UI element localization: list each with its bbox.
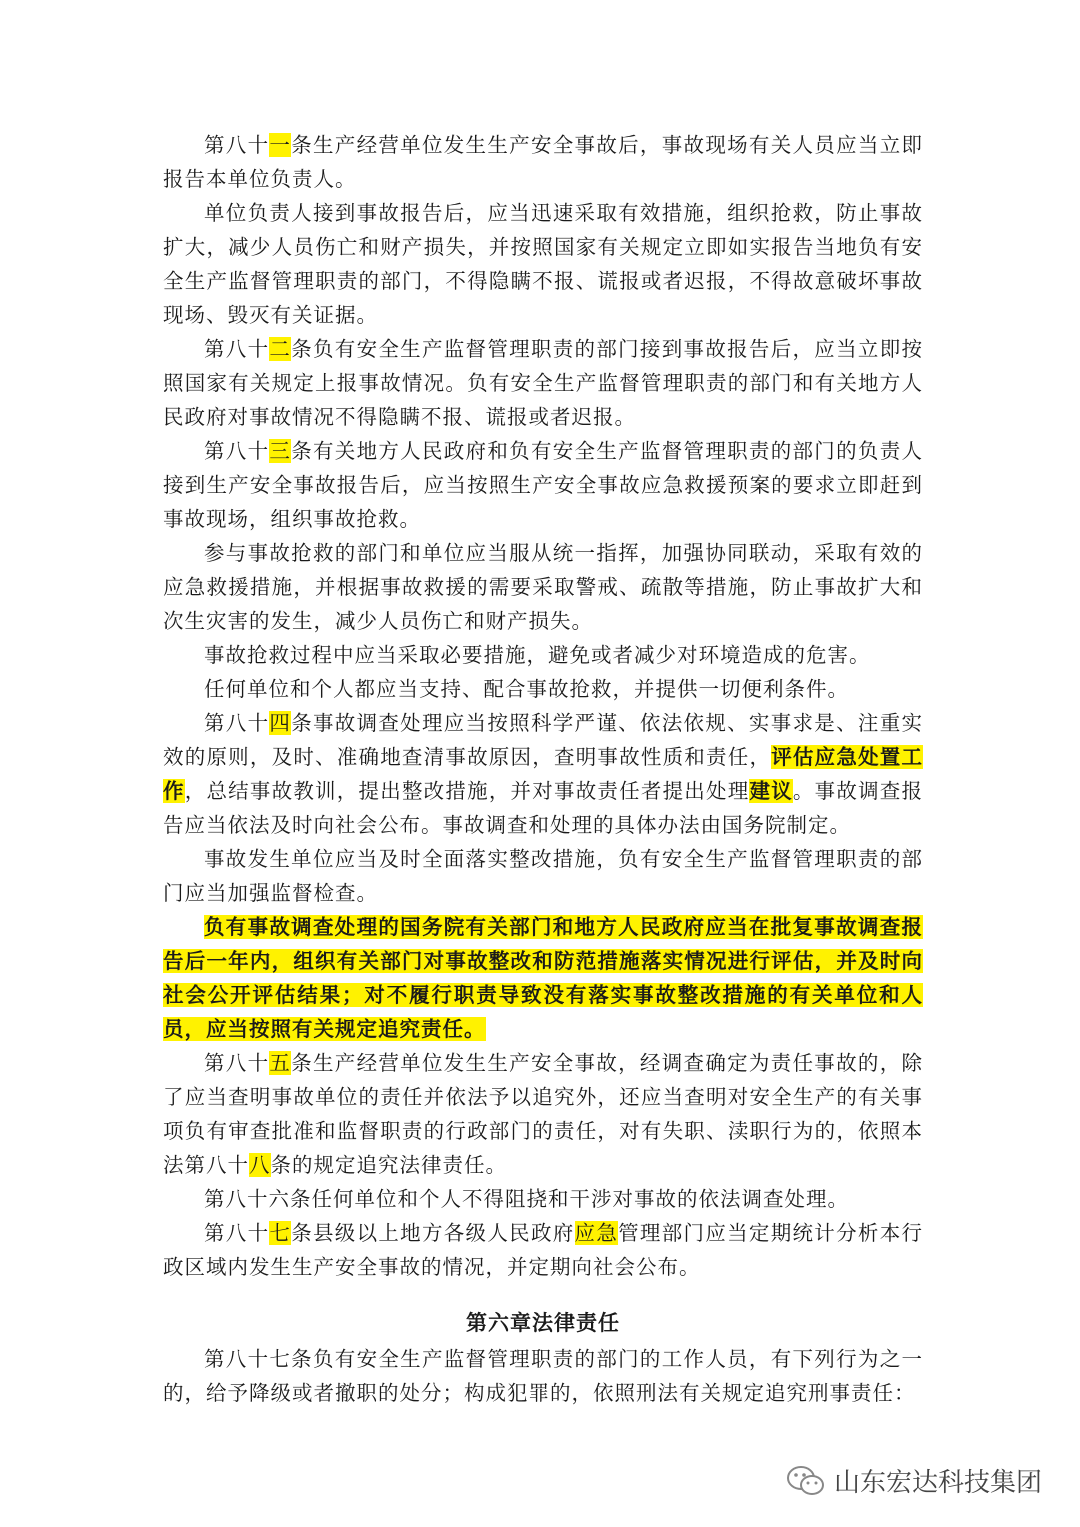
article-81-paragraph-2: 单位负责人接到事故报告后，应当迅速采取有效措施，组织抢救，防止事故扩大，减少人员伤亡和财产损失，并按照国家有关规定立即如实报告当地负有安全生产监督管理职责的部门，不得隐瞒不报、谎报或者迟报，不得故意破坏事故现场、毁灭有关证据。: [163, 201, 923, 327]
article-83: [163, 434, 923, 536]
article-84: [163, 706, 923, 842]
article-84-paragraph-2: 事故发生单位应当及时全面落实整改措施，负有安全生产监督管理职责的部门应当加强监督检查。: [163, 847, 923, 905]
article-87-chapter-6: 第八十七条负有安全生产监督管理职责的部门的工作人员，有下列行为之一的，给予降级或者撤职的处分；构成犯罪的，依照刑法有关规定追究刑事责任：: [163, 1347, 923, 1405]
article-83-number-highlight: 三: [269, 439, 292, 463]
article-83-paragraph-4: 任何单位和个人都应当支持、配合事故抢救，并提供一切便利条件。: [204, 677, 849, 701]
article-85: [163, 1046, 923, 1182]
article-84-prefix: 第八十: [204, 711, 270, 735]
article-83-paragraph-3: 事故抢救过程中应当采取必要措施，避免或者减少对环境造成的危害。: [204, 643, 871, 667]
article-85-number-highlight: 五: [269, 1051, 292, 1075]
article-84-body-3: 。事故调查报告应当依法及时向社会公布。事故调查和处理的具体办法由国务院制定。: [163, 779, 924, 837]
wechat-icon: [786, 1464, 826, 1498]
article-81-number-highlight: 一: [269, 133, 292, 157]
article-82-prefix: 第八十: [204, 337, 270, 361]
article-84-highlight-suggestion: 建议: [749, 779, 793, 803]
article-87-body-2: 管理部门应当定期统计分析本行政区域内发生生产安全事故的情况，并定期向社会公布。: [163, 1221, 923, 1279]
watermark-text: 山东宏达科技集团: [833, 1468, 1042, 1498]
article-87: [163, 1216, 923, 1284]
watermark: [786, 1462, 1042, 1499]
article-83-paragraph-2: 参与事故抢救的部门和单位应当服从统一指挥，加强协同联动，采取有效的应急救援措施，并根据事故救援的需要采取警戒、疏散等措施，防止事故扩大和次生灾害的发生，减少人员伤亡和财产损失。: [163, 541, 923, 633]
article-84-body-2: ，总结事故教训，提出整改措施，并对事故责任者提出处理: [184, 779, 750, 803]
article-82-body: 条负有安全生产监督管理职责的部门接到事故报告后，应当立即按照国家有关规定上报事故情况。负有安全生产监督管理职责的部门和有关地方人民政府对事故情况不得隐瞒不报、谎报或者迟报。: [163, 337, 923, 429]
article-85-prefix: 第八十: [204, 1051, 270, 1075]
article-87-number-highlight: 七: [269, 1221, 292, 1245]
article-84-paragraph-3-text: 负有事故调查处理的国务院有关部门和地方人民政府应当在批复事故调查报告后一年内，组织有关部门对事故整改和防范措施落实情况进行评估，并及时向社会公开评估结果；对不履行职责导致没有落实事故整改措施的有关单位和人员，应当按照有关规定追究责任。: [163, 915, 923, 1041]
article-85-reference-highlight: 八: [249, 1153, 271, 1177]
document-page: [163, 128, 923, 1410]
article-87-body-1: 条县级以上地方各级人民政府: [291, 1221, 575, 1245]
article-81: [163, 128, 923, 196]
article-84-paragraph-3-highlighted: [163, 910, 923, 1046]
article-81-body: 条生产经营单位发生生产安全事故后，事故现场有关人员应当立即报告本单位负责人。: [163, 133, 923, 191]
article-83-body: 条有关地方人民政府和负有安全生产监督管理职责的部门的负责人接到生产安全事故报告后，应当按照生产安全事故应急救援预案的要求立即赶到事故现场，组织事故抢救。: [163, 439, 923, 531]
article-81-prefix: 第八十: [204, 133, 270, 157]
article-82: [163, 332, 923, 434]
article-86: 第八十六条任何单位和个人不得阻挠和干涉对事故的依法调查处理。: [204, 1187, 849, 1211]
article-85-body-2: 条的规定追究法律责任。: [270, 1153, 507, 1177]
article-84-body-1: 条事故调查处理应当按照科学严谨、依法依规、实事求是、注重实效的原则，及时、准确地查清事故原因，查明事故性质和责任，: [163, 711, 923, 769]
article-87-prefix: 第八十: [204, 1221, 270, 1245]
article-82-number-highlight: 二: [269, 337, 292, 361]
article-87-highlight-emergency: 应急: [574, 1221, 619, 1245]
article-84-number-highlight: 四: [269, 711, 292, 735]
article-84-highlight-evaluation: 评估应急处置工作: [163, 745, 924, 803]
article-83-prefix: 第八十: [204, 439, 270, 463]
chapter-title: 第六章法律责任: [466, 1310, 620, 1335]
article-85-body-1: 条生产经营单位发生生产安全事故，经调查确定为责任事故的，除了应当查明事故单位的责任并依法予以追究外，还应当查明对安全生产的有关事项负有审查批准和监督职责的行政部门的责任，对有失职、渎职行为的，依照本法第八十: [163, 1051, 923, 1177]
